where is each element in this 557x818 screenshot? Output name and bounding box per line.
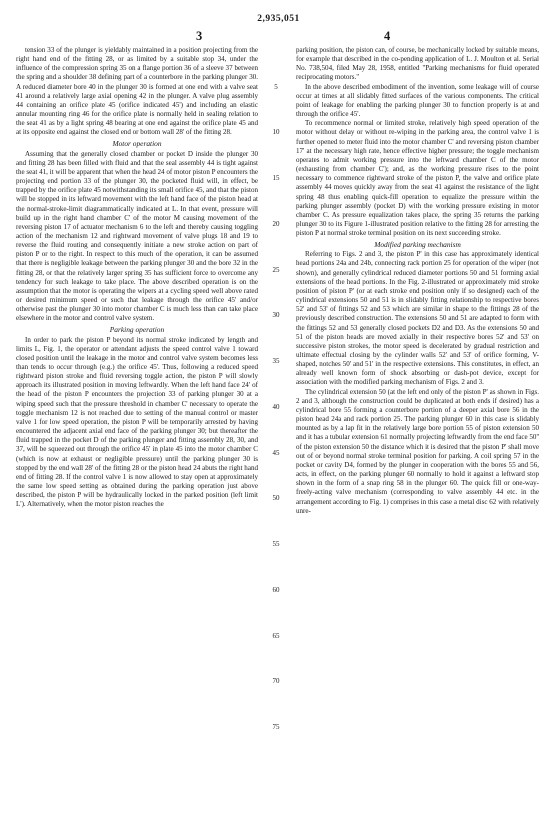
line-number: 55 <box>272 540 280 549</box>
line-number-gutter <box>261 46 291 816</box>
line-number: 50 <box>272 494 280 503</box>
right-text-column <box>296 46 539 516</box>
paragraph: Referring to Figs. 2 and 3, the piston P' in this case has approximately identical head portions 24a and 24b, connecting rack portion 25 for operation of the wiper (not shown), and generally cylindrical reduced diameter portions 50 and 51 forming axial extensions of the head portions. In the Fig. 2-illustrated or approximately mid stroke position of piston P' (or at each stroke end position only if so designed) each of the cylindrical extensions 50 and 51 is in slidably fitting relationship to respective bores 52' and 53' of fittings 52 and 53 which are similar in shape to the fittings 28 of the previously described construction. The extensions 50 and 51 are adapted to form with the fittings 52 and 53 generally closed pockets D2 and D3. As the extensions 50 and 51 of the piston heads are moved axially in their respective bores 52' and 53' on successive piston strokes, the motor speed is decelerated by gradual restriction and ultimate effectual closing by the cylinder walls 52' and 53' of orifice forming, V-shaped, notches 50' and 51' in the respective extensions. This constitutes, in effect, an already well known form of shock absorbing or dash-pot device, except for association with the modified parking mechanism of Figs. 2 and 3. <box>296 250 539 387</box>
section-heading: Motor operation <box>112 139 162 149</box>
left-column-number: 3 <box>196 29 203 43</box>
right-column-number: 4 <box>384 29 391 43</box>
section-heading: Parking operation <box>109 325 165 335</box>
line-number: 10 <box>272 128 280 137</box>
line-number: 70 <box>272 677 280 686</box>
paragraph: The cylindrical extension 50 (at the left end only of the piston P' as shown in Figs. 2 and 3, although the construction could be duplicated at both ends if desired) has a cylindrical bore 55 forming a counterbore portion of a deeper axial bore 56 in the piston head 24a and rack portion 25. The parking plunger 60 in this case is slidably mounted as by a lap fit in the relatively large bore portion 55 of piston extension 50 and it has a tubular extension 61 normally projecting leftwardly from the end face 50'' of the piston extension 50 the distance which it is desired that the piston P' shall move out of or beyond normal stroke terminal position for parking. A coil spring 57 in the pocket or cavity D4, formed by the plunger in cooperation with the bores 55 and 56, acts, in effect, on the parking plunger 60 normally to hold it against a leftward stop shown in the form of a snap ring 58 in the plunger 60. The quick fill or one-way-freely-acting valve mechanism (corresponding to valve assembly 44 etc. in the arrangement according to Fig. 1) comprises in this case a metal disc 62 with relatively unre- <box>296 387 539 515</box>
line-number: 45 <box>272 448 280 457</box>
paragraph: To recommence normal or limited stroke, relatively high speed operation of the motor without delay or without re-wiping in the parking area, the control valve 1 is further opened to meter fluid into the motor chamber C' and reversing piston chamber 17' at the necessary high rate, hence effective higher pressure; the toggle mechanism operates to admit working pressure into the leftward chamber C of the motor (exhausting from chamber C'); and, as the working pressure rises to the point necessary to commence rightward stroke of the piston P, the valve and orifice plate assembly 44 moves quickly away from the seat 41 against the resistance of the light spring 48 thus enabling quick-fill operation to equalize the pressure within the parking plunger assembly (pocket D) with the working pressure existing in motor chamber C. As pressure equalization takes place, the spring 35 returns the parking plunger 30 to its Figure 1-illustrated position relative to the fitting 28 for arresting the piston P at normal stroke terminal position on its next succeeding stroke. <box>296 119 539 238</box>
paragraph: parking position, the piston can, of course, be mechanically locked by suitable means, for example that described in the co-pending application of L. J. Moulton et al. Serial No. 738,504, filed May 28, 1958, entitled "Parking mechanisms for fluid operated reciprocating motors." <box>296 46 539 82</box>
paragraph: In order to park the piston P beyond its normal stroke indicated by length and limits L, Fig. 1, the operator or attendant adjusts the speed control valve 1 toward closed position until the leakage in the motor and control valve system becomes less than tends to occur through (e.g.) the orifice 45'. Thus, following a reduced speed rightward piston stroke and fluid reversing toggle action, the piston P will slowly approach its illustrated position in moving leftwardly. When the left hand face 24' of the head of the piston P encounters the projection 33 of parking plunger 30 at a wiping speed such that the pressure threshold in chamber C' necessary to operate the toggle mechanism 12 is not reached due to setting of the manual control or master valve 1 for low speed operation, the piston P will be temporarily arrested by having encountered the adjacent axial end face of the parking plunger 30; but thereafter the fluid trapped in the pocket D of the parking plunger and fitting assembly 28, 30, and 37, will be squeezed out through the orifice 45' in plate 45 into the motor chamber C (which is now at exhaust or negligible pressure) until the parking plunger 30 is stopped by the end wall 28' of the fitting 28 or the piston head 24 abuts the right hand end of fitting 28. If the control valve 1 is now allowed to stay open at approximately the same low speed setting as obtained during the parking operation just above described, the piston P will be hydraulically locked in the parked position (left limit L'). Alternatively, when the motor piston reaches the <box>16 335 258 509</box>
section-heading: Modified parking mechanism <box>374 239 461 249</box>
line-number: 30 <box>272 311 280 320</box>
line-number: 25 <box>272 265 280 274</box>
patent-number: 2,935,051 <box>257 14 300 24</box>
line-number: 65 <box>272 631 280 640</box>
left-text-column <box>16 46 258 510</box>
paragraph: Assuming that the generally closed chamber or pocket D inside the plunger 30 and fitting 28 has been filled with fluid and that the seal assembly 44 is tight against the seat 41, it will be apparent that when the head 24 of motor piston P encounters the projecting end portion 33 of the plunger 30, the pocketed fluid will, in effect, be trapped by the orifice plate 45 notwithstanding its small orifice 45, and that the piston will be stopped in its leftward movement with the left hand face of the piston head at the normal-stroke-limit diagrammatically indicated at L. In that event, pressure will build up in the right hand chamber C' of the motor M causing movement of the reversing piston 17 of actuator mechanism 6 to the left and thereby causing toggling action of the mechanism 12 and rightward movement of valve plugs 18 and 19 to reverse the fluid routing and consequently initiate a new stroke action on part of piston P or to the right. In respect to this much of the operation, it can be assumed that there is negligible leakage between the parking plunger 30 and the bore 32 in the fitting 28, or that the relatively larger spring 35 has sufficient force to overcome any tendency for such leakage to take place. The above described operation is on the assumption that the motor is operating the wipers at a cycling speed well above rated or desired minimum speed or such that leakage through the orifice 45' and/or otherwise past the plunger 30 into motor chamber C is much less than can take place elsewhere in the motor and control valve system. <box>16 149 258 323</box>
paragraph: In the above described embodiment of the invention, some leakage will of course occur at times at all slidably fitted surfaces of the various components. The critical point of leakage for enabling the parking plunger 30 to function properly is at and through the orifice 45'. <box>296 82 539 119</box>
line-number: 20 <box>272 219 280 228</box>
line-number: 35 <box>272 357 280 366</box>
line-number: 5 <box>274 82 278 91</box>
paragraph: tension 33 of the plunger is yieldably maintained in a position projecting from the right hand end of the fitting 28, or as limited by a suitable stop 34, under the influence of the compression spring 35 on a flange portion 36 of a sleeve 37 between the spring and a shoulder 38 defining part of a counterbore in the parking plunger 30. A reduced diameter bore 40 in the plunger 30 is formed at one end with a valve seat 41 around a relatively large axial opening 42 in the plunger. A valve plug assembly 44 containing an orifice plate 45 (orifice indicated 45') and including an elastic annular mounting ring 46 for the orifice plate is normally held in sealing relation to the seat 41 as by a light spring 48 bearing at one end against the orifice plate 45 and at its opposite end against the closed end or bottom wall 28' of the fitting 28. <box>16 46 258 137</box>
line-number: 40 <box>272 402 280 411</box>
line-number: 60 <box>272 585 280 594</box>
line-number: 15 <box>272 174 280 183</box>
line-number: 75 <box>272 723 280 732</box>
